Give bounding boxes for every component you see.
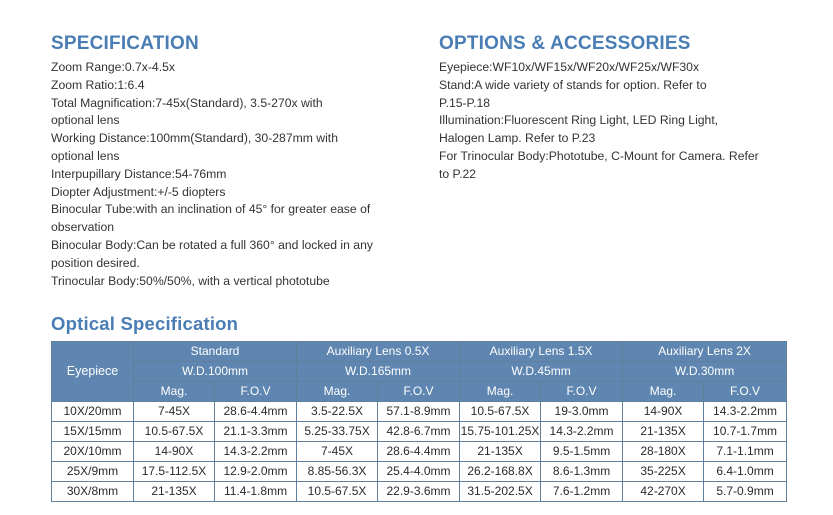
fov-cell: 7.1-1.1mm xyxy=(704,442,787,462)
mag-header: Mag. xyxy=(297,382,378,402)
fov-cell: 19-3.0mm xyxy=(541,402,623,422)
specification-heading: SPECIFICATION xyxy=(51,33,199,54)
magnification-cell: 8.85-56.3X xyxy=(297,462,378,482)
magnification-cell: 21-135X xyxy=(623,422,704,442)
magnification-cell: 35-225X xyxy=(623,462,704,482)
mag-header: Mag. xyxy=(623,382,704,402)
table-row xyxy=(52,402,787,422)
option-line: Stand:A wide variety of stands for option. Refer to xyxy=(439,77,707,92)
eyepiece-cell: 15X/15mm xyxy=(52,422,134,442)
fov-cell: 9.5-1.5mm xyxy=(541,442,623,462)
spec-line: Interpupillary Distance:54-76mm xyxy=(51,166,227,181)
table-header-group-row xyxy=(52,342,787,362)
magnification-cell: 10.5-67.5X xyxy=(297,482,378,502)
spec-line: position desired. xyxy=(51,255,140,270)
eyepiece-header: Eyepiece xyxy=(52,342,134,402)
magnification-cell: 21-135X xyxy=(134,482,215,502)
spec-line: Zoom Ratio:1:6.4 xyxy=(51,77,145,92)
fov-cell: 14.3-2.2mm xyxy=(704,402,787,422)
spec-line: Trinocular Body:50%/50%, with a vertical phototube xyxy=(51,273,330,288)
wd-header-aux-0.5x: W.D.165mm xyxy=(297,362,460,382)
mag-header: Mag. xyxy=(134,382,215,402)
magnification-cell: 28-180X xyxy=(623,442,704,462)
magnification-cell: 42-270X xyxy=(623,482,704,502)
spec-line: observation xyxy=(51,220,115,235)
fov-cell: 14.3-2.2mm xyxy=(541,422,623,442)
wd-header-aux-1.5x: W.D.45mm xyxy=(460,362,623,382)
group-header-aux-0.5x: Auxiliary Lens 0.5X xyxy=(297,342,460,362)
spec-line: optional lens xyxy=(51,113,120,128)
eyepiece-cell: 30X/8mm xyxy=(52,482,134,502)
fov-cell: 21.1-3.3mm xyxy=(215,422,297,442)
mag-header: Mag. xyxy=(460,382,541,402)
magnification-cell: 17.5-112.5X xyxy=(134,462,215,482)
magnification-cell: 5.25-33.75X xyxy=(297,422,378,442)
fov-header: F.O.V xyxy=(215,382,297,402)
magnification-cell: 26.2-168.8X xyxy=(460,462,541,482)
fov-cell: 10.7-1.7mm xyxy=(704,422,787,442)
spec-line: Working Distance:100mm(Standard), 30-287mm with xyxy=(51,131,338,146)
option-line: Illumination:Fluorescent Ring Light, LED Ring Light, xyxy=(439,113,719,128)
specification-list xyxy=(51,59,411,290)
spec-line: Binocular Body:Can be rotated a full 360° and locked in any xyxy=(51,237,373,252)
fov-cell: 28.6-4.4mm xyxy=(378,442,460,462)
option-line: Halogen Lamp. Refer to P.23 xyxy=(439,131,596,146)
fov-header: F.O.V xyxy=(704,382,787,402)
option-line: Eyepiece:WF10x/WF15x/WF20x/WF25x/WF30x xyxy=(439,60,700,74)
eyepiece-cell: 20X/10mm xyxy=(52,442,134,462)
fov-header: F.O.V xyxy=(541,382,623,402)
group-header-standard: Standard xyxy=(134,342,297,362)
option-line: to P.22 xyxy=(439,166,477,181)
table-row xyxy=(52,422,787,442)
wd-header-aux-2x: W.D.30mm xyxy=(623,362,787,382)
table-row xyxy=(52,442,787,462)
fov-cell: 28.6-4.4mm xyxy=(215,402,297,422)
table-header-wd-row xyxy=(52,362,787,382)
options-heading: OPTIONS & ACCESSORIES xyxy=(439,33,691,54)
optical-spec-table xyxy=(51,341,787,502)
fov-cell: 8.6-1.3mm xyxy=(541,462,623,482)
magnification-cell: 14-90X xyxy=(623,402,704,422)
fov-header: F.O.V xyxy=(378,382,460,402)
spec-line: Total Magnification:7-45x(Standard), 3.5-270x with xyxy=(51,95,323,110)
group-header-aux-1.5x: Auxiliary Lens 1.5X xyxy=(460,342,623,362)
option-line: For Trinocular Body:Phototube, C-Mount for Camera. Refer xyxy=(439,148,759,163)
table-row xyxy=(52,482,787,502)
wd-header-standard: W.D.100mm xyxy=(134,362,297,382)
group-header-aux-2x: Auxiliary Lens 2X xyxy=(623,342,787,362)
spec-line: Binocular Tube:with an inclination of 45° for greater ease of xyxy=(51,202,371,217)
spec-line: Diopter Adjustment:+/-5 diopters xyxy=(51,184,226,199)
optical-table-body xyxy=(52,402,787,502)
magnification-cell: 14-90X xyxy=(134,442,215,462)
fov-cell: 22.9-3.6mm xyxy=(378,482,460,502)
magnification-cell: 10.5-67.5X xyxy=(134,422,215,442)
magnification-cell: 10.5-67.5X xyxy=(460,402,541,422)
spec-line: optional lens xyxy=(51,148,120,163)
fov-cell: 11.4-1.8mm xyxy=(215,482,297,502)
fov-cell: 7.6-1.2mm xyxy=(541,482,623,502)
spec-line: Zoom Range:0.7x-4.5x xyxy=(51,60,175,74)
fov-cell: 12.9-2.0mm xyxy=(215,462,297,482)
fov-cell: 14.3-2.2mm xyxy=(215,442,297,462)
fov-cell: 25.4-4.0mm xyxy=(378,462,460,482)
fov-cell: 42.8-6.7mm xyxy=(378,422,460,442)
eyepiece-cell: 10X/20mm xyxy=(52,402,134,422)
magnification-cell: 7-45X xyxy=(134,402,215,422)
fov-cell: 57.1-8.9mm xyxy=(378,402,460,422)
fov-cell: 5.7-0.9mm xyxy=(704,482,787,502)
magnification-cell: 31.5-202.5X xyxy=(460,482,541,502)
magnification-cell: 7-45X xyxy=(297,442,378,462)
magnification-cell: 21-135X xyxy=(460,442,541,462)
option-line: P.15-P.18 xyxy=(439,95,491,110)
optical-spec-heading: Optical Specification xyxy=(51,313,239,334)
options-list xyxy=(439,59,799,184)
magnification-cell: 3.5-22.5X xyxy=(297,402,378,422)
fov-cell: 6.4-1.0mm xyxy=(704,462,787,482)
eyepiece-cell: 25X/9mm xyxy=(52,462,134,482)
magnification-cell: 15.75-101.25X xyxy=(460,422,541,442)
table-row xyxy=(52,462,787,482)
table-header-sub-row xyxy=(52,382,787,402)
